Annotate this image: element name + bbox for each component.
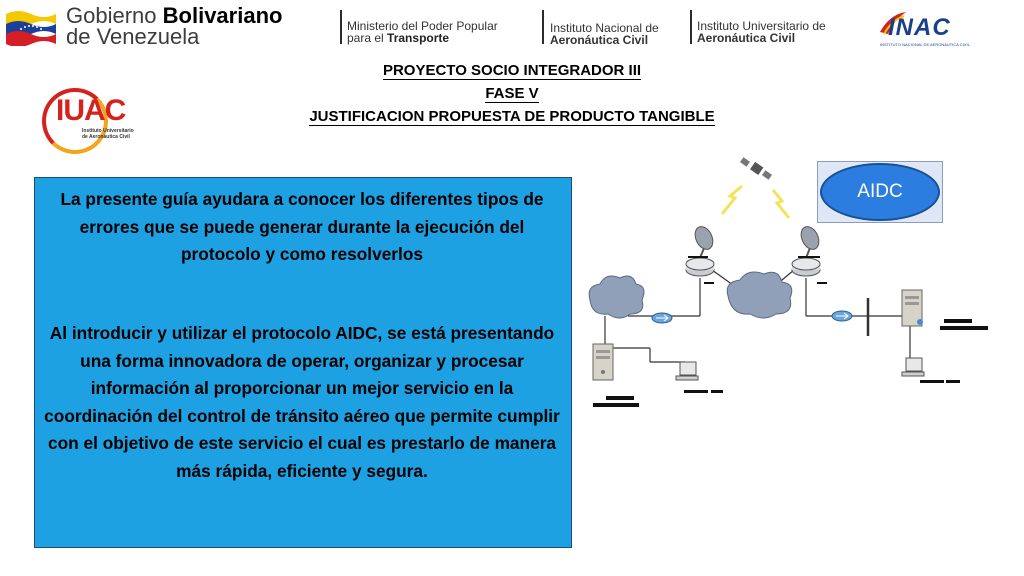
venezuela-flag-icon bbox=[4, 6, 58, 46]
satellite-link-left-icon bbox=[722, 186, 742, 214]
iuac-logo bbox=[40, 86, 146, 150]
inac-logo-sub: INSTITUTO NACIONAL DE AERONÁUTICA CIVIL bbox=[880, 42, 970, 47]
router-label-marks bbox=[688, 256, 827, 284]
title-block bbox=[200, 62, 824, 131]
content-paragraph-1: La presente guía ayudara a conocer los diferentes tipos de errores que se puede generar durante la ejecución del protocolo y como resolverlos bbox=[60, 189, 544, 264]
gov-line1-bold: Bolivariano bbox=[162, 3, 283, 28]
satellite-dish-right-icon bbox=[798, 224, 823, 258]
iuac-logo-sub2: de Aeronáutica Civil bbox=[82, 134, 130, 140]
iuac-logo-word: IUAC bbox=[56, 94, 126, 127]
router-left-icon bbox=[686, 258, 714, 276]
switch-left-icon bbox=[652, 313, 672, 323]
content-text-box bbox=[34, 177, 572, 548]
gobierno-bolivariano-logo bbox=[66, 3, 336, 49]
header-divider bbox=[690, 10, 692, 44]
gov-line2: de Venezuela bbox=[66, 24, 200, 49]
ministry-line1: Ministerio del Poder Popular bbox=[347, 19, 498, 33]
inac-line1: Instituto Nacional de bbox=[550, 21, 659, 35]
aidc-label: AIDC bbox=[820, 163, 940, 221]
title-line-3: JUSTIFICACION PROPUESTA DE PRODUCTO TANGIBLE bbox=[309, 108, 715, 125]
gov-line1-light: Gobierno bbox=[66, 3, 157, 28]
ministry-logo-text bbox=[347, 20, 498, 44]
inac-logo-text bbox=[550, 22, 659, 46]
server-left-icon bbox=[593, 344, 613, 380]
header-logo-strip bbox=[0, 0, 1024, 50]
iuac-line1: Instituto Universitario de bbox=[697, 19, 826, 33]
inac-logo bbox=[878, 8, 968, 50]
iuac-logo-sub1: Instituto Universitario bbox=[82, 128, 134, 134]
iuac-line2: Aeronáutica Civil bbox=[697, 31, 796, 45]
workstation-right-icon bbox=[902, 358, 924, 376]
header-divider bbox=[340, 10, 342, 44]
ministry-line2-prefix: para el bbox=[347, 31, 384, 45]
switch-right-icon bbox=[832, 311, 852, 321]
inac-logo-word: INAC bbox=[888, 14, 951, 41]
iuac-logo-sub bbox=[82, 128, 134, 140]
inac-line2: Aeronáutica Civil bbox=[550, 33, 649, 47]
content-paragraph-2: Al introducir y utilizar el protocolo AIDC, se está presentando una forma innovadora de operar, organizar y procesar información al proporcionar un mejor servicio en la coordinación del control de tránsito aéreo que permite cumplir con el objetivo de este servicio el cual es prestarlo de manera más rápida, eficiente y segura. bbox=[44, 323, 560, 481]
server-right-icon bbox=[902, 290, 923, 326]
header-divider bbox=[542, 10, 544, 44]
satellite-dish-left-icon bbox=[692, 224, 717, 258]
device-label-marks bbox=[593, 319, 988, 407]
workstation-left-icon bbox=[676, 362, 698, 380]
satellite-link-right-icon bbox=[773, 190, 789, 218]
router-right-icon bbox=[792, 258, 820, 276]
network-cloud-center-icon bbox=[727, 272, 792, 318]
title-line-1: PROYECTO SOCIO INTEGRADOR III bbox=[382, 62, 642, 79]
network-cloud-left-icon bbox=[589, 276, 644, 318]
satellite-icon bbox=[740, 157, 772, 180]
title-line-2: FASE V bbox=[485, 85, 539, 102]
ministry-line2-bold: Transporte bbox=[387, 31, 450, 45]
iuac-logo-text bbox=[697, 20, 826, 44]
